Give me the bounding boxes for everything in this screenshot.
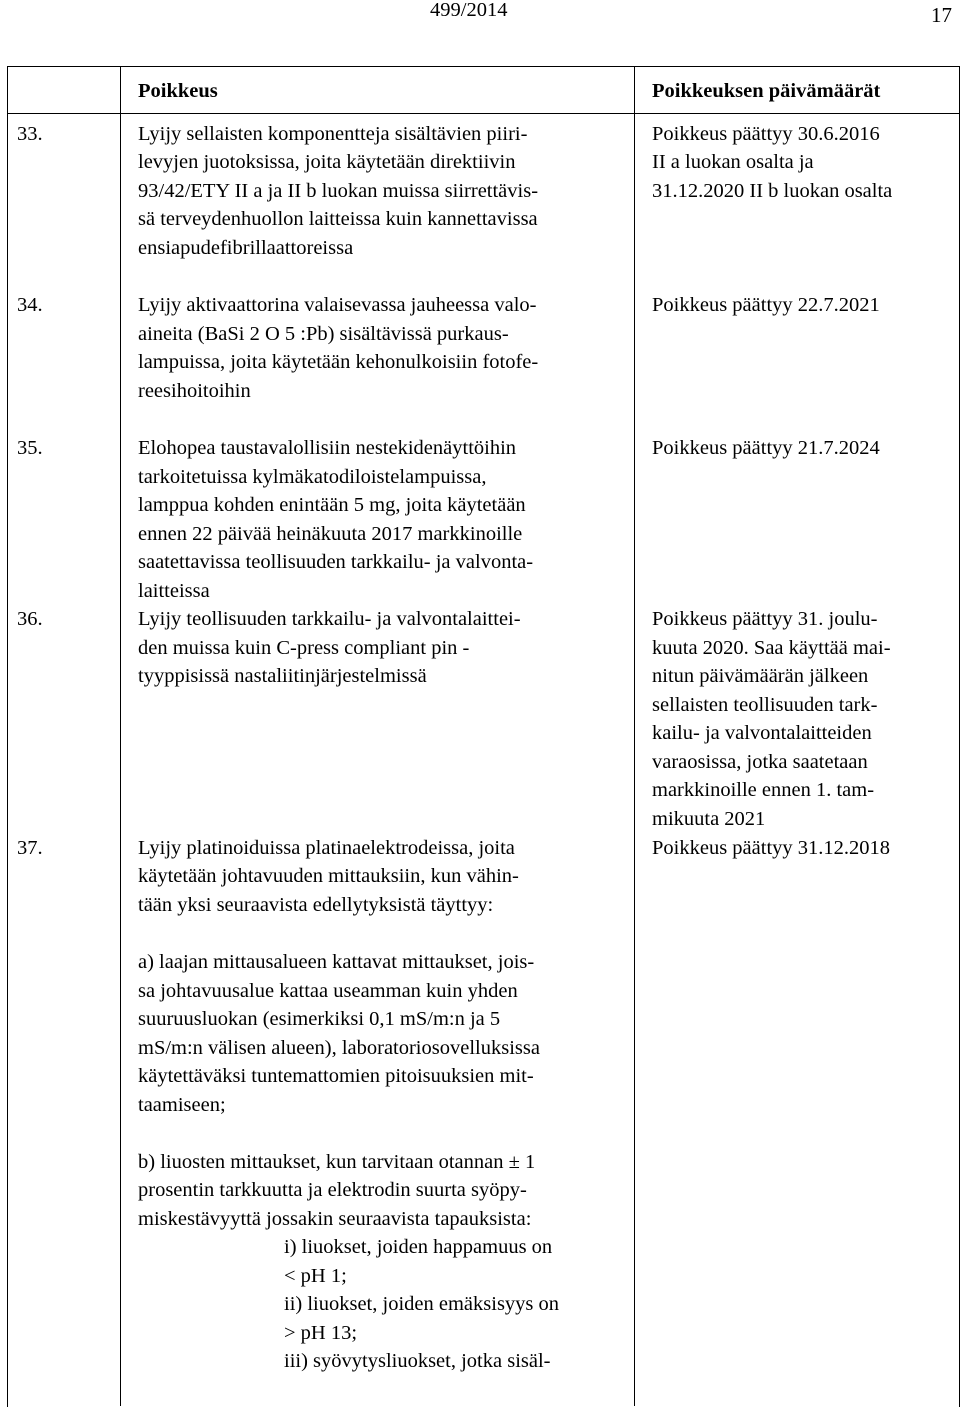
header-dates: Poikkeuksen päivämäärät	[652, 80, 881, 102]
row-number: 36.	[17, 608, 43, 630]
exemption-line: lampuissa, joita käytetään kehonulkoisiin fotofe-	[138, 351, 539, 373]
condition-a-line: mS/m:n välisen alueen), laboratoriosovelluksissa	[138, 1037, 540, 1059]
condition-a-line: suuruusluokan (esimerkiksi 0,1 mS/m:n ja 5	[138, 1008, 501, 1030]
exemption-line: lamppua kohden enintään 5 mg, joita käytetään	[138, 494, 526, 516]
date-line: Poikkeus päättyy 30.6.2016	[652, 123, 880, 145]
exemption-line: Lyijy sellaisten komponentteja sisältävien piiri-	[138, 123, 528, 145]
date-line: kuuta 2020. Saa käyttää mai-	[652, 637, 891, 659]
date-line: Poikkeus päättyy 22.7.2021	[652, 294, 880, 316]
date-line: Poikkeus päättyy 31.12.2018	[652, 837, 891, 859]
exemption-line: ennen 22 päivää heinäkuuta 2017 markkinoille	[138, 523, 523, 545]
condition-b-sub-line: ii) liuokset, joiden emäksisyys on	[284, 1293, 560, 1315]
condition-b-line: prosentin tarkkuutta ja elektrodin suurta syöpy-	[138, 1179, 527, 1201]
condition-b-line: miskestävyyttä jossakin seuraavista tapauksista:	[138, 1208, 532, 1230]
row-number: 33.	[17, 123, 43, 145]
exemption-line: levyjen juotoksissa, joita käytetään direktiivin	[138, 151, 516, 173]
exemption-line: tarkoitetuissa kylmäkatodiloistelampuissa,	[138, 466, 487, 488]
column-divider	[634, 66, 635, 1406]
exemption-line: tään yksi seuraavista edellytyksistä täyttyy:	[138, 894, 494, 916]
exemption-line: sä terveydenhuollon laitteissa kuin kannettavissa	[138, 208, 538, 230]
date-line: Poikkeus päättyy 31. joulu-	[652, 608, 878, 630]
condition-b-sub-line: > pH 13;	[284, 1322, 358, 1344]
date-line: kailu- ja valvontalaitteiden	[652, 722, 872, 744]
date-line: varaosissa, jotka saatetaan	[652, 751, 868, 773]
exemption-line: laitteissa	[138, 580, 210, 602]
condition-a-line: sa johtavuusalue kattaa useamman kuin yhden	[138, 980, 518, 1002]
document-number: 499/2014	[430, 0, 508, 21]
date-line: sellaisten teollisuuden tark-	[652, 694, 878, 716]
exemption-line: saatettavissa teollisuuden tarkkailu- ja valvonta-	[138, 551, 534, 573]
row-number: 34.	[17, 294, 43, 316]
condition-a-line: a) laajan mittausalueen kattavat mittaukset, jois-	[138, 951, 535, 973]
exemption-line: aineita (BaSi 2 O 5 :Pb) sisältävissä purkaus-	[138, 323, 509, 345]
exemption-line: reesihoitoihin	[138, 380, 251, 402]
exemption-line: Elohopea taustavalollisiin nestekidenäyttöihin	[138, 437, 517, 459]
exemption-line: käytetään johtavuuden mittauksiin, kun vähin-	[138, 865, 519, 887]
header-exemption: Poikkeus	[138, 80, 218, 102]
date-line: mikuuta 2021	[652, 808, 766, 830]
exemption-line: 93/42/ETY II a ja II b luokan muissa siirrettävis-	[138, 180, 539, 202]
exemption-line: tyyppisissä nastaliitinjärjestelmissä	[138, 665, 427, 687]
condition-b-sub-line: i) liuokset, joiden happamuus on	[284, 1236, 553, 1258]
column-divider	[120, 66, 121, 1406]
condition-b-sub-line: < pH 1;	[284, 1265, 347, 1287]
date-line: 31.12.2020 II b luokan osalta	[652, 180, 893, 202]
header-divider	[7, 113, 959, 114]
date-line: nitun päivämäärän jälkeen	[652, 665, 869, 687]
page-number: 17	[931, 3, 952, 27]
date-line: Poikkeus päättyy 21.7.2024	[652, 437, 880, 459]
date-line: II a luokan osalta ja	[652, 151, 814, 173]
condition-a-line: taamiseen;	[138, 1094, 226, 1116]
condition-b-sub-line: iii) syövytysliuokset, jotka sisäl-	[284, 1350, 551, 1372]
condition-a-line: käytettäväksi tuntemattomien pitoisuuksien mit-	[138, 1065, 534, 1087]
row-number: 35.	[17, 437, 43, 459]
exemption-line: Lyijy teollisuuden tarkkailu- ja valvontalaittei-	[138, 608, 521, 630]
condition-b-line: b) liuosten mittaukset, kun tarvitaan otannan ± 1	[138, 1151, 536, 1173]
date-line: markkinoille ennen 1. tam-	[652, 779, 875, 801]
exemption-line: den muissa kuin C-press compliant pin -	[138, 637, 470, 659]
exemption-line: ensiapudefibrillaattoreissa	[138, 237, 354, 259]
row-number: 37.	[17, 837, 43, 859]
exemption-line: Lyijy aktivaattorina valaisevassa jauheessa valo-	[138, 294, 537, 316]
exemption-line: Lyijy platinoiduissa platinaelektrodeissa, joita	[138, 837, 515, 859]
